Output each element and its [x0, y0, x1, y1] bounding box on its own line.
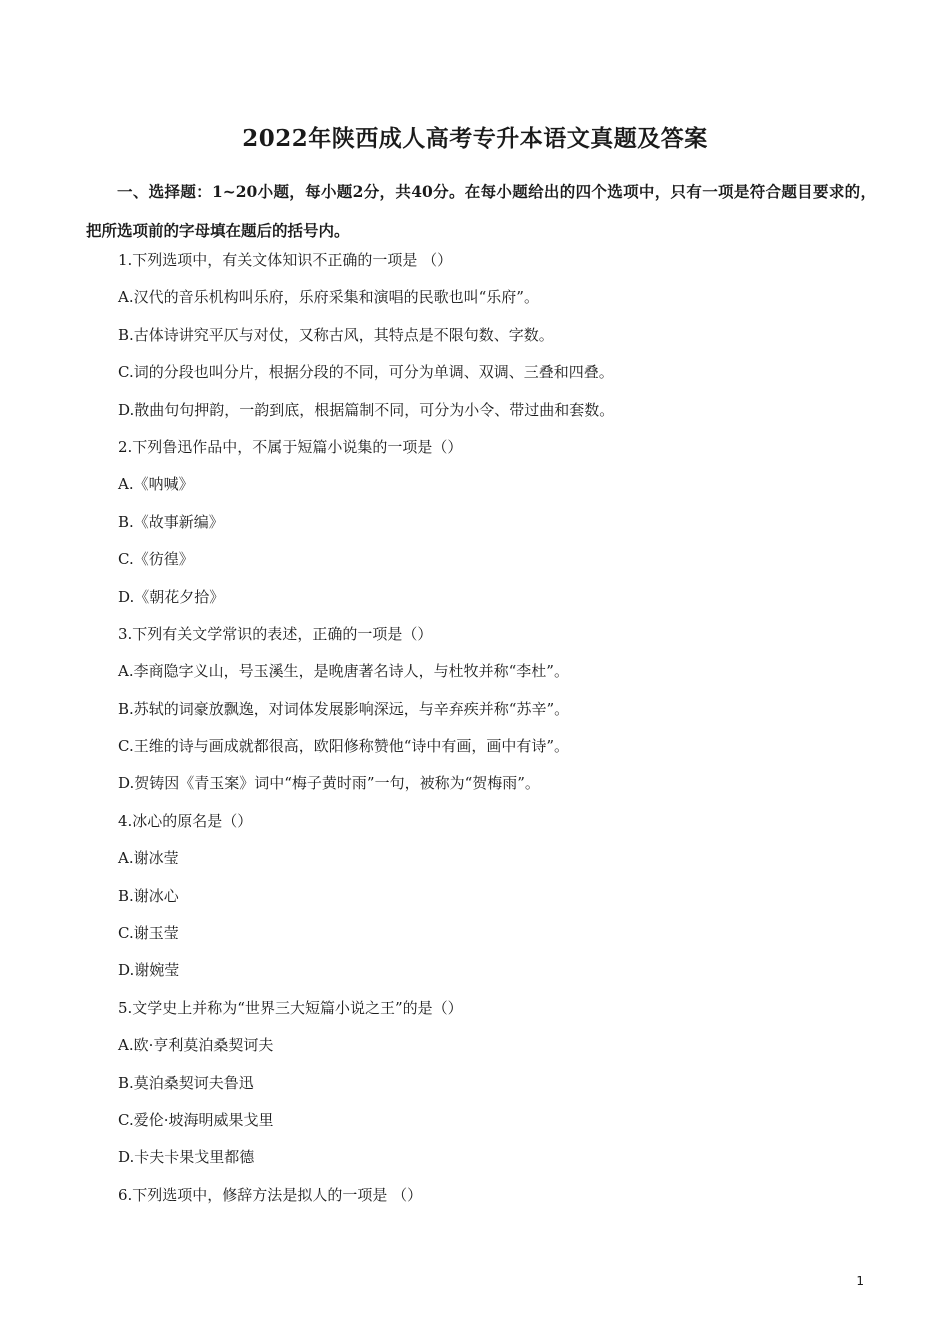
question-4-option-d: D.谢婉莹 [118, 961, 180, 980]
question-4-option-a: A.谢冰莹 [118, 849, 179, 868]
question-5-option-c: C.爱伦·坡海明威果戈里 [118, 1110, 274, 1129]
question-5-option-b: B.莫泊桑契诃夫鲁迅 [118, 1073, 254, 1092]
question-5-option-a: A.欧·亨利莫泊桑契诃夫 [118, 1036, 274, 1055]
question-4-stem: 4.冰心的原名是（） [118, 811, 253, 830]
question-4-option-b: B.谢冰心 [118, 886, 179, 905]
question-3-option-c: C.王维的诗与画成就都很高，欧阳修称赞他“诗中有画，画中有诗”。 [118, 737, 570, 756]
question-1-option-b: B.古体诗讲究平仄与对仗，又称古风，其特点是不限句数、字数。 [118, 325, 554, 344]
section-intro: 一、选择题：1~20小题，每小题2分，共40分。在每小题给出的四个选项中，只有一项是符合题目要求的，把所选项前的字母填在题后的括号内。 [86, 182, 876, 240]
question-2-option-c: C.《彷徨》 [118, 550, 194, 569]
question-list [118, 242, 878, 1214]
question-3-option-b: B.苏轼的词豪放飘逸，对词体发展影响深远，与辛弃疾并称“苏辛”。 [118, 699, 570, 718]
question-1-option-c: C.词的分段也叫分片，根据分段的不同，可分为单调、双调、三叠和四叠。 [118, 363, 614, 382]
question-2-option-b: B.《故事新编》 [118, 512, 224, 531]
question-5-option-d: D.卡夫卡果戈里都德 [118, 1148, 255, 1167]
question-3-stem: 3.下列有关文学常识的表述，正确的一项是（） [118, 624, 433, 643]
question-1-option-a: A.汉代的音乐机构叫乐府，乐府采集和演唱的民歌也叫“乐府”。 [118, 288, 539, 307]
page-title: 2022年陕西成人高考专升本语文真题及答案 [242, 125, 708, 152]
question-3-option-a: A.李商隐字义山，号玉溪生，是晚唐著名诗人，与杜牧并称“李杜”。 [118, 662, 569, 681]
page-number: 1 [856, 1274, 864, 1288]
question-2-option-a: A.《呐喊》 [118, 475, 194, 494]
question-3-option-d: D.贺铸因《青玉案》词中“梅子黄时雨”一句，被称为“贺梅雨”。 [118, 774, 540, 793]
question-6-stem: 6.下列选项中，修辞方法是拟人的一项是 （） [118, 1185, 423, 1204]
question-4-option-c: C.谢玉莹 [118, 924, 179, 943]
question-2-stem: 2.下列鲁迅作品中，不属于短篇小说集的一项是（） [118, 437, 463, 456]
question-2-option-d: D.《朝花夕拾》 [118, 587, 225, 606]
question-1-stem: 1.下列选项中，有关文体知识不正确的一项是 （） [118, 251, 453, 269]
question-1-option-d: D.散曲句句押韵，一韵到底，根据篇制不同，可分为小令、带过曲和套数。 [118, 400, 615, 419]
question-5-stem: 5.文学史上并称为“世界三大短篇小说之王”的是（） [118, 998, 463, 1017]
